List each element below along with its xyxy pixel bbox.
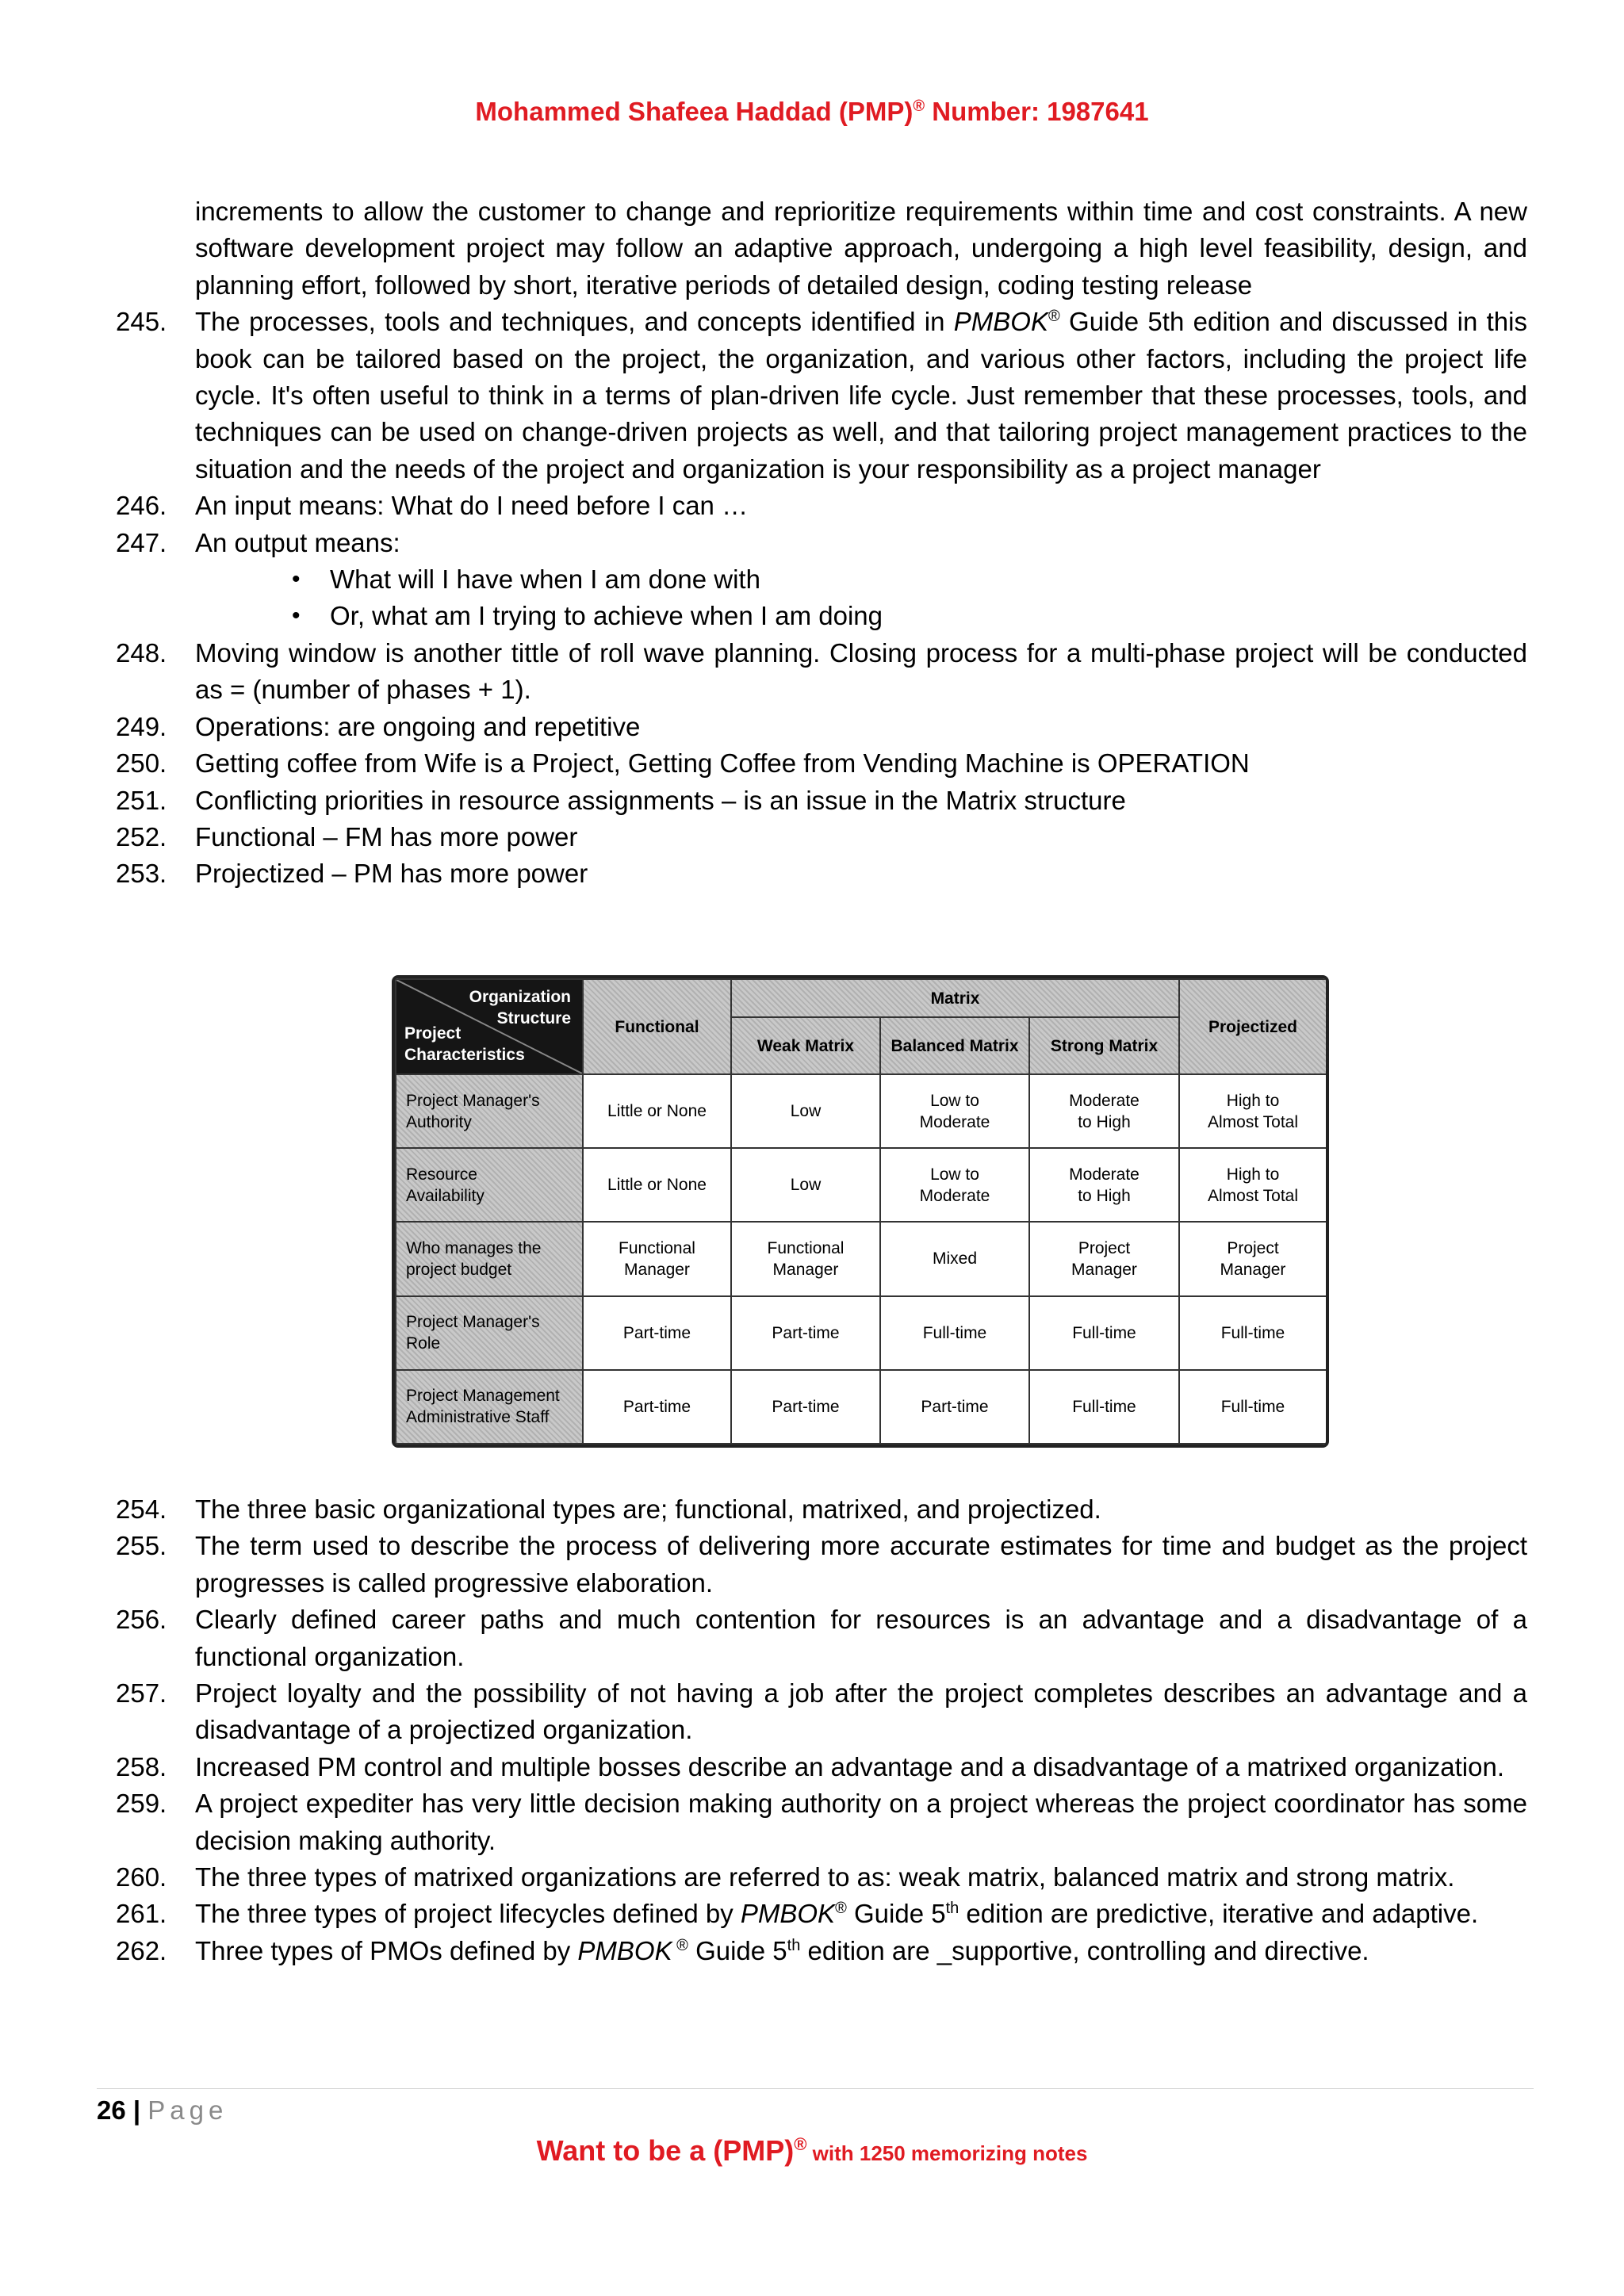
table-cell: Part-time: [583, 1370, 731, 1444]
col-header-strong-matrix: Strong Matrix: [1029, 1017, 1179, 1074]
table-corner-header: Organization Structure Project Characteristics: [396, 979, 583, 1074]
table-cell: Part-time: [880, 1370, 1029, 1444]
table-cell: High to Almost Total: [1179, 1074, 1327, 1148]
list-item: 245. The processes, tools and techniques, and concepts identified in PMBOK® Guide 5th edition and discussed in this book can be tailored based on the project, the organization, and various other factors, including the project life cycle. It's often useful to think in a terms of plan-driven life cycle. Just remember that these processes, tools, and techniques can be used on change-driven projects as well, and that tailoring project management practices to the situation and the needs of the project and organization is your responsibility as a project manager: [116, 307, 1527, 484]
table-cell: Full-time: [1029, 1370, 1179, 1444]
bullet-item: • What will I have when I am done with: [116, 561, 1527, 598]
table-cell: Project Manager: [1179, 1222, 1327, 1295]
table-row: [396, 1148, 1327, 1222]
table-cell: Moderate to High: [1029, 1148, 1179, 1222]
table-cell: High to Almost Total: [1179, 1148, 1327, 1222]
list-item: 248. Moving window is another tittle of roll wave planning. Closing process for a multi-phase project will be conducted as = (number of phases + 1).: [116, 637, 1527, 705]
organization-structure-table: [392, 975, 1329, 1448]
col-header-balanced-matrix: Balanced Matrix: [880, 1017, 1029, 1074]
list-item: 253. Projectized – PM has more power: [116, 859, 588, 889]
list-item: 257. Project loyalty and the possibility of not having a job after the project completes describes an advantage and a disadvantage of a projectized organization.: [116, 1678, 1527, 1745]
footer-promo: Want to be a (PMP)® with 1250 memorizing notes: [536, 2134, 1088, 2167]
table-cell: Part-time: [731, 1296, 880, 1370]
col-header-projectized: Projectized: [1179, 979, 1327, 1074]
list-item: 251. Conflicting priorities in resource assignments – is an issue in the Matrix structure: [116, 785, 1126, 815]
table-cell: Little or None: [583, 1148, 731, 1222]
col-header-weak-matrix: Weak Matrix: [731, 1017, 880, 1074]
table-cell: Project Manager: [1029, 1222, 1179, 1295]
list-item: 255. The term used to describe the process of delivering more accurate estimates for time and budget as the project progresses is called progressive elaboration.: [116, 1531, 1527, 1598]
notes-list-bottom: [116, 1491, 1527, 1969]
page-number: 26 | Page: [97, 2095, 228, 2125]
table-cell: Part-time: [731, 1370, 880, 1444]
table-cell: Low to Moderate: [880, 1148, 1029, 1222]
table-cell: Full-time: [880, 1296, 1029, 1370]
table-row: [396, 1296, 1327, 1370]
table-cell: Full-time: [1179, 1370, 1327, 1444]
notes-list-top: [116, 193, 1527, 893]
table-cell: Functional Manager: [583, 1222, 731, 1295]
row-header: Project Manager's Role: [396, 1296, 583, 1370]
col-header-functional: Functional: [583, 979, 731, 1074]
table-cell: Low: [731, 1148, 880, 1222]
page-header: Mohammed Shafeea Haddad (PMP)® Number: 1987641: [475, 97, 1149, 126]
list-item: 250. Getting coffee from Wife is a Project, Getting Coffee from Vending Machine is OPERATION: [116, 748, 1250, 779]
row-header: Who manages the project budget: [396, 1222, 583, 1295]
table-cell: Functional Manager: [731, 1222, 880, 1295]
list-item: 252. Functional – FM has more power: [116, 821, 578, 851]
table-cell: Little or None: [583, 1074, 731, 1148]
table-cell: Moderate to High: [1029, 1074, 1179, 1148]
list-item: 260. The three types of matrixed organizations are referred to as: weak matrix, balanced matrix and strong matrix.: [116, 1862, 1455, 1892]
bullet-list: [116, 561, 1527, 635]
table-cell: Low: [731, 1074, 880, 1148]
table-cell: Low to Moderate: [880, 1074, 1029, 1148]
list-item: 247. An output means:: [116, 527, 400, 557]
table-row: [396, 1222, 1327, 1295]
list-item: 254. The three basic organizational types are; functional, matrixed, and projectized.: [116, 1494, 1101, 1524]
col-header-matrix: Matrix: [731, 979, 1179, 1017]
list-item: increments to allow the customer to change and reprioritize requirements within time and cost constraints. A new software development project may follow an adaptive approach, undergoing a high level feasibility, design, and planning effort, followed by short, iterative periods of detailed design, coding testing release: [195, 197, 1527, 300]
list-item: 262. Three types of PMOs defined by PMBOK ® Guide 5th edition are _supportive, controlling and directive.: [116, 1935, 1369, 1965]
list-item: 256. Clearly defined career paths and much contention for resources is an advantage and a disadvantage of a functional organization.: [116, 1605, 1527, 1671]
list-item: 249. Operations: are ongoing and repetitive: [116, 711, 641, 741]
row-header: Resource Availability: [396, 1148, 583, 1222]
bullet-item: • Or, what am I trying to achieve when I am doing: [116, 598, 1527, 634]
table-row: [396, 1074, 1327, 1148]
table-cell: Full-time: [1029, 1296, 1179, 1370]
table-cell: Mixed: [880, 1222, 1029, 1295]
table-row: [396, 1370, 1327, 1444]
list-item: 261. The three types of project lifecycles defined by PMBOK® Guide 5th edition are predictive, iterative and adaptive.: [116, 1899, 1479, 1929]
list-item: 246. An input means: What do I need before I can …: [116, 491, 749, 521]
row-header: Project Manager's Authority: [396, 1074, 583, 1148]
table-cell: Part-time: [583, 1296, 731, 1370]
list-item: 259. A project expediter has very little decision making authority on a project whereas the project coordinator has some decision making authority.: [116, 1789, 1527, 1855]
footer-divider: [97, 2088, 1534, 2089]
table-cell: Full-time: [1179, 1296, 1327, 1370]
row-header: Project Management Administrative Staff: [396, 1370, 583, 1444]
list-item: 258. Increased PM control and multiple bosses describe an advantage and a disadvantage of a matrixed organization.: [116, 1751, 1505, 1781]
